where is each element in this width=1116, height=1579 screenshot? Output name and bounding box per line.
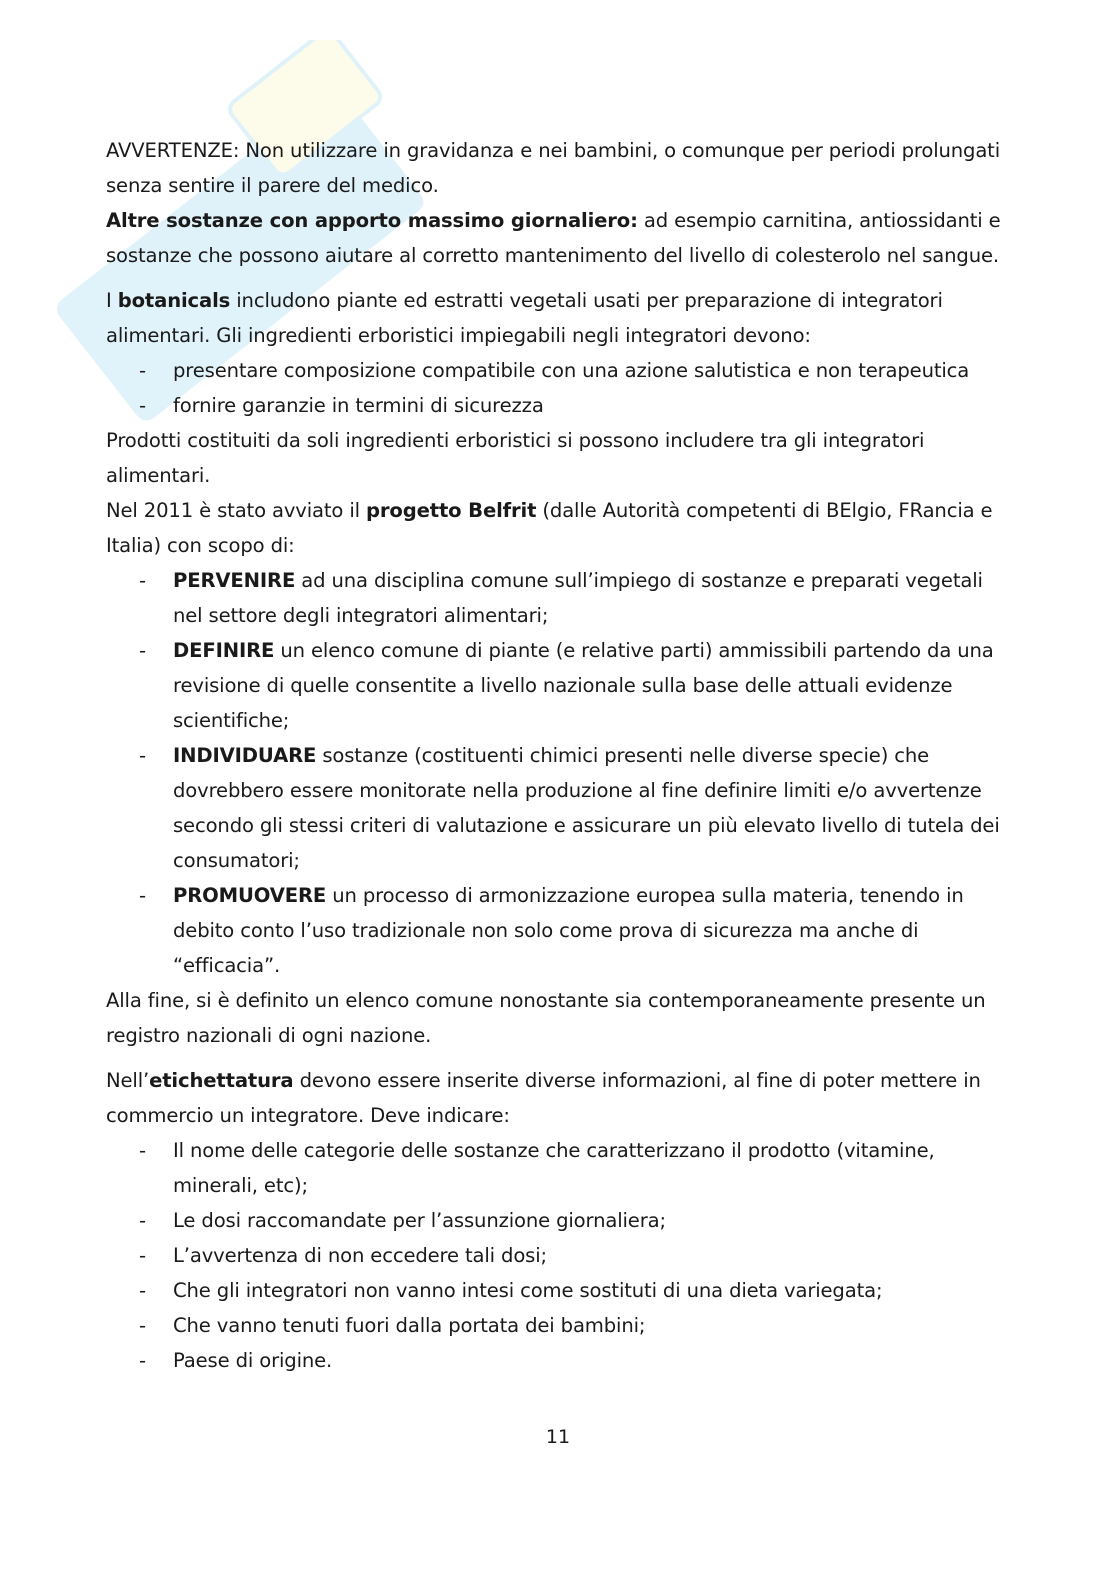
botanicals-paragraph bbox=[106, 283, 1006, 353]
belfrit-post: (dalle Autorità competenti di BElgio, FRancia e Italia) con scopo di: bbox=[106, 499, 993, 557]
botanicals-text: includono piante ed estratti vegetali usati per preparazione di integratori alimentari. Gli ingredienti erboristici impiegabili negli integratori devono: bbox=[106, 289, 943, 347]
belfrit-term: progetto Belfrit bbox=[366, 499, 537, 522]
list-item: - L’avvertenza di non eccedere tali dosi; bbox=[106, 1238, 1006, 1273]
item-text: ad una disciplina comune sull’impiego di sostanze e preparati vegetali nel settore degli integratori alimentari; bbox=[173, 569, 983, 627]
page-number: 11 bbox=[545, 1426, 571, 1448]
botanicals-after: Prodotti costituiti da soli ingredienti erboristici si possono includere tra gli integratori alimentari. bbox=[106, 429, 925, 487]
keyword: DEFINIRE bbox=[173, 639, 275, 662]
etichettatura-list bbox=[106, 1133, 1006, 1378]
list-item bbox=[106, 878, 1006, 983]
belfrit-pre: Nel 2011 è stato avviato il bbox=[106, 499, 367, 522]
belfrit-paragraph bbox=[106, 493, 1006, 563]
list-item: - Che gli integratori non vanno intesi come sostituti di una dieta variegata; bbox=[106, 1273, 1006, 1308]
list-item: - Il nome delle categorie delle sostanze che caratterizzano il prodotto (vitamine, minerali, etc); bbox=[106, 1133, 1006, 1203]
keyword: INDIVIDUARE bbox=[173, 744, 317, 767]
list-item: - Paese di origine. bbox=[106, 1343, 1006, 1378]
list-item bbox=[106, 633, 1006, 738]
list-item: - Che vanno tenuti fuori dalla portata dei bambini; bbox=[106, 1308, 1006, 1343]
list-item: - fornire garanzie in termini di sicurezza bbox=[106, 388, 1006, 423]
altre-sostanze-label: Altre sostanze con apporto massimo giornaliero: bbox=[106, 209, 638, 232]
item-text: sostanze (costituenti chimici presenti nelle diverse specie) che dovrebbero essere monitorate nella produzione al fine definire limiti e/o avvertenze secondo gli stessi criteri di valutazione e assicurare un più elevato livello di tutela dei consumatori; bbox=[173, 744, 1000, 872]
altre-sostanze-text: ad esempio carnitina, antiossidanti e sostanze che possono aiutare al corretto mantenimento del livello di colesterolo nel sangue. bbox=[106, 209, 1001, 267]
etichettatura-text: devono essere inserite diverse informazioni, al fine di poter mettere in commercio un integratore. Deve indicare: bbox=[106, 1069, 981, 1127]
etichettatura-paragraph bbox=[106, 1063, 1006, 1133]
etichettatura-term: etichettatura bbox=[149, 1069, 294, 1092]
belfrit-conclusion: Alla fine, si è definito un elenco comune nonostante sia contemporaneamente presente un registro nazionali di ogni nazione. bbox=[106, 989, 986, 1047]
botanicals-list bbox=[106, 353, 1006, 423]
botanicals-term: botanicals bbox=[117, 289, 231, 312]
list-item bbox=[106, 563, 1006, 633]
item-text: un elenco comune di piante (e relative parti) ammissibili partendo da una revisione di quelle consentite a livello nazionale sulla base delle attuali evidenze scientifiche; bbox=[173, 639, 994, 732]
altre-sostanze-paragraph bbox=[106, 203, 1006, 273]
document-body bbox=[106, 133, 1006, 1378]
botanicals-pre: I bbox=[106, 289, 118, 312]
list-item: - Le dosi raccomandate per l’assunzione giornaliera; bbox=[106, 1203, 1006, 1238]
etichettatura-pre: Nell’ bbox=[106, 1069, 150, 1092]
item-text: un processo di armonizzazione europea sulla materia, tenendo in debito conto l’uso tradizionale non solo come prova di sicurezza ma anche di “efficacia”. bbox=[173, 884, 964, 977]
keyword: PERVENIRE bbox=[173, 569, 296, 592]
list-item bbox=[106, 738, 1006, 878]
avvertenze-paragraph: AVVERTENZE: Non utilizzare in gravidanza e nei bambini, o comunque per periodi prolungati senza sentire il parere del medico. bbox=[106, 139, 1000, 197]
belfrit-list bbox=[106, 563, 1006, 983]
list-item: - presentare composizione compatibile con una azione salutistica e non terapeutica bbox=[106, 353, 1006, 388]
keyword: PROMUOVERE bbox=[173, 884, 327, 907]
